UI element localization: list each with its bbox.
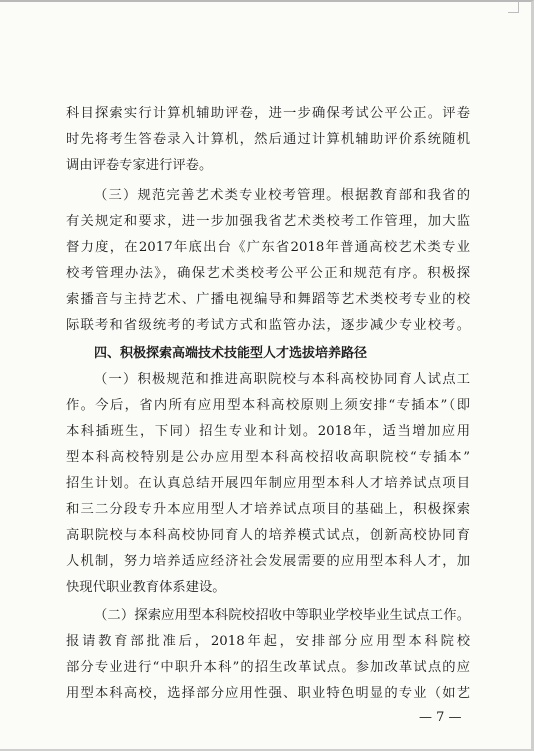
text-line: 快现代职业教育体系建设。 (66, 580, 226, 595)
text-line: 部分专业进行“中职升本科”的招生改革试点。参加改革试点的应 (66, 660, 470, 675)
text-line: 人机制，努力培养适应经济社会发展需要的应用型本科人才，加 (66, 554, 470, 569)
text-line: 作。今后，省内所有应用型本科高校原则上须安排“专插本”（即 (66, 398, 470, 413)
text-line: 时先将考生答卷录入计算机，然后通过计算机辅助评价系统随机 (66, 132, 470, 147)
text-line: 校考管理办法》，确保艺术类校考公平公正和规范有序。积极探 (66, 266, 470, 281)
text-line: 招生计划。在认真总结开展四年制应用型本科人才培养试点项目 (66, 476, 470, 491)
text-line: 索播音与主持艺术、广播电视编导和舞蹈等艺术类校考专业的校 (66, 292, 470, 307)
text-line: （一）积极规范和推进高职院校与本科高校协同育人试点工 (94, 372, 470, 387)
text-line: 调由评卷专家进行评卷。 (66, 158, 213, 173)
text-line: 本科插班生，下同）招生专业和计划。2018年，适当增加应用 (66, 424, 470, 439)
text-line: （三）规范完善艺术类专业校考管理。根据教育部和我省的 (94, 188, 470, 203)
text-line: 报请教育部批准后，2018年起，安排部分应用型本科院校 (66, 634, 470, 649)
page-corner-mark (508, 2, 519, 13)
text-line: 有关规定和要求，进一步加强我省艺术类校考工作管理，加大监 (66, 214, 470, 229)
text-line: 科目探索实行计算机辅助评卷，进一步确保考试公平公正。评卷 (66, 106, 470, 121)
text-line: （二）探索应用型本科院校招收中等职业学校毕业生试点工作。 (94, 608, 470, 623)
section-heading: 四、积极探索高端技术技能型人才选拔培养路径 (94, 346, 368, 361)
text-line: 督力度，在2017年底出台《广东省2018年普通高校艺术类专业 (66, 240, 470, 255)
text-line: 高职院校与本科高校协同育人的培养模式试点，创新高校协同育 (66, 528, 470, 543)
page-number: — 7 — (419, 710, 462, 725)
body-text (66, 102, 470, 702)
text-line: 型本科高校特别是公办应用型本科高校招收高职院校“专插本” (66, 450, 470, 465)
text-line: 用型本科高校，选择部分应用性强、职业特色明显的专业（如艺 (66, 686, 470, 701)
text-line: 际联考和省级统考的考试方式和监管办法，逐步减少专业校考。 (66, 318, 470, 333)
text-line: 和三二分段专升本应用型人才培养试点项目的基础上，积极探索 (66, 502, 470, 517)
